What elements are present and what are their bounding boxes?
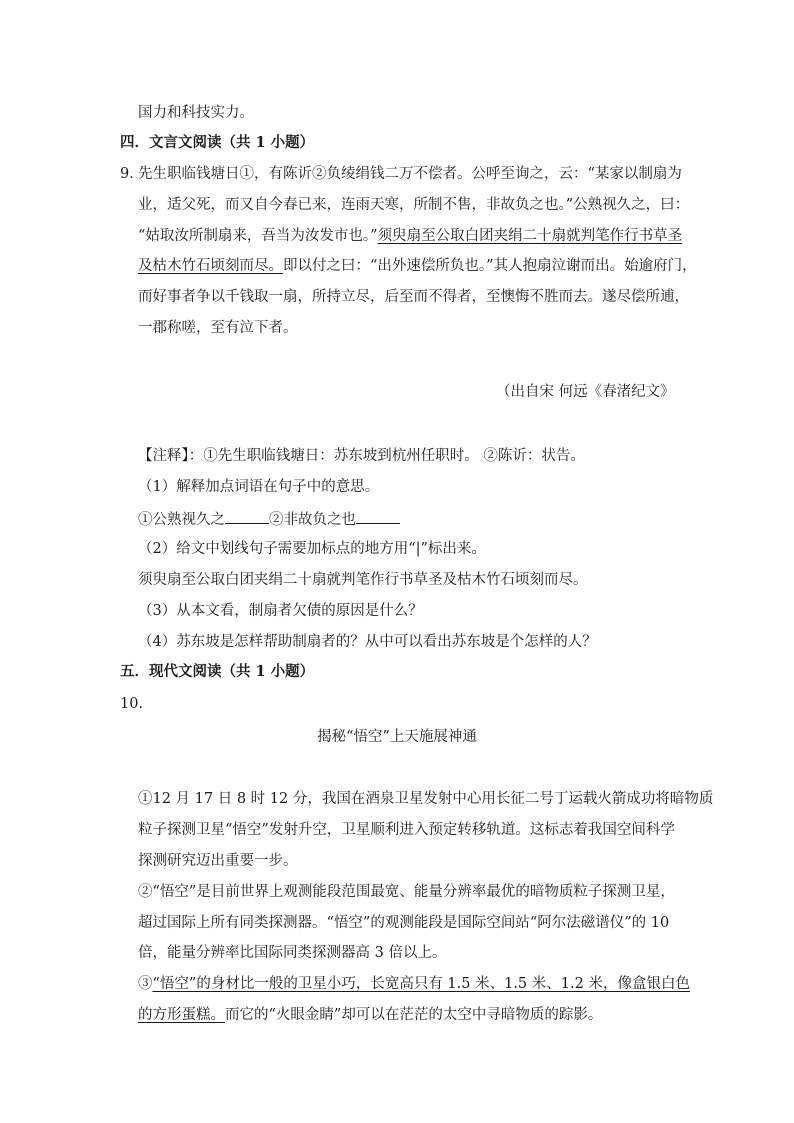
section-5-heading: 五．现代文阅读（共 1 小题） <box>120 663 315 680</box>
q9-line-4-rest: 即以付之曰：“出外速偿所负也。”其人抱扇泣谢而出。始逾府门， <box>283 258 697 274</box>
sub-question-1: （1）解释加点词语在句子中的意思。 <box>138 479 380 495</box>
q9-underlined-sentence-part-1: 须臾扇至公取白团夹绢二十扇就判笔作行书草圣 <box>377 228 683 244</box>
q9-text-line-5: 而好事者争以千钱取一扇，所持立尽，后至而不得者，至懊悔不胜而去。遂尽偿所逋， <box>138 289 689 305</box>
annotation-note: 【注释】：①先生职临钱塘日：苏东坡到杭州任职时。 ②陈䜣：状告。 <box>138 448 585 464</box>
p1-line-1: ①12 月 17 日 8 时 12 分，我国在酒泉卫星发射中心用长征二号丁运载火箭成功将暗物质 <box>138 791 714 807</box>
source-citation: （出自宋 何远《春渚纪文》 <box>496 384 675 400</box>
article-title: 揭秘“悟空”上天施展神通 <box>317 729 477 745</box>
p3-underlined-part-2: 的方形蛋糕。 <box>138 1007 225 1023</box>
section-4-heading: 四．文言文阅读（共 1 小题） <box>120 134 315 151</box>
p2-line-3: 倍，能量分辨率比国际同类探测器高 3 倍以上。 <box>138 945 447 961</box>
sub-question-2-sentence: 须臾扇至公取白团夹绢二十扇就判笔作行书草圣及枯木竹石顷刻而尽。 <box>138 572 588 588</box>
answer-blank-b[interactable] <box>356 508 400 524</box>
question-9-number: 9． <box>120 166 144 182</box>
sub-question-1-items <box>138 508 400 530</box>
q9-text-line-6: 一郡称嗟，至有泣下者。 <box>138 320 298 336</box>
p3-line-1 <box>138 974 690 994</box>
q9-text-line-1: 先生职临钱塘日①，有陈䜣②负绫绢钱二万不偿者。公呼至询之，云：“某家以制扇为 <box>138 166 682 182</box>
q9-text-line-4 <box>138 256 697 276</box>
q9-underlined-sentence-part-2: 及枯木竹石顷刻而尽。 <box>138 258 283 274</box>
q9-quote: “姑取汝所制扇来，吾当为汝发市也。” <box>138 228 378 244</box>
p1-line-3: 探测研究迈出重要一步。 <box>138 853 298 869</box>
sub1-item-b: ②非故负之也 <box>269 512 356 528</box>
q9-text-line-3 <box>138 226 682 246</box>
sub-question-3: （3）从本文看，制扇者欠债的原因是什么？ <box>138 603 423 619</box>
p3-line-2 <box>138 1005 602 1025</box>
sub-question-4: （4）苏东坡是怎样帮助制扇者的？从中可以看出苏东坡是个怎样的人？ <box>138 634 597 650</box>
p3-marker: ③ <box>138 976 153 992</box>
p2-line-1: ②“悟空”是目前世界上观测能段范围最宽、能量分辨率最优的暗物质粒子探测卫星， <box>138 884 675 900</box>
question-10-number: 10． <box>120 696 153 712</box>
q9-text-line-2: 业，适父死，而又自今春已来，连雨天寒，所制不售，非故负之也。”公熟视久之，曰： <box>138 197 690 213</box>
sub1-item-a: ①公熟视久之 <box>138 512 225 528</box>
p3-underlined-part-1: “悟空”的身材比一般的卫星小巧，长宽高只有 1.5 米、1.5 米、1.2 米，像盒银白色 <box>152 976 690 992</box>
answer-blank-a[interactable] <box>225 508 269 524</box>
continued-text: 国力和科技实力。 <box>138 105 254 121</box>
p1-line-2: 粒子探测卫星“悟空”发射升空，卫星顺利进入预定转移轨道。这标志着我国空间科学 <box>138 822 675 838</box>
p2-line-2: 超过国际上所有同类探测器。“悟空”的观测能段是国际空间站“阿尔法磁谱仪”的 10 <box>138 915 670 931</box>
sub-question-2: （2）给文中划线句子需要加标点的地方用“|”标出来。 <box>138 541 486 557</box>
p3-line-2-rest: 而它的“火眼金睛”却可以在茫茫的太空中寻暗物质的踪影。 <box>225 1007 603 1023</box>
